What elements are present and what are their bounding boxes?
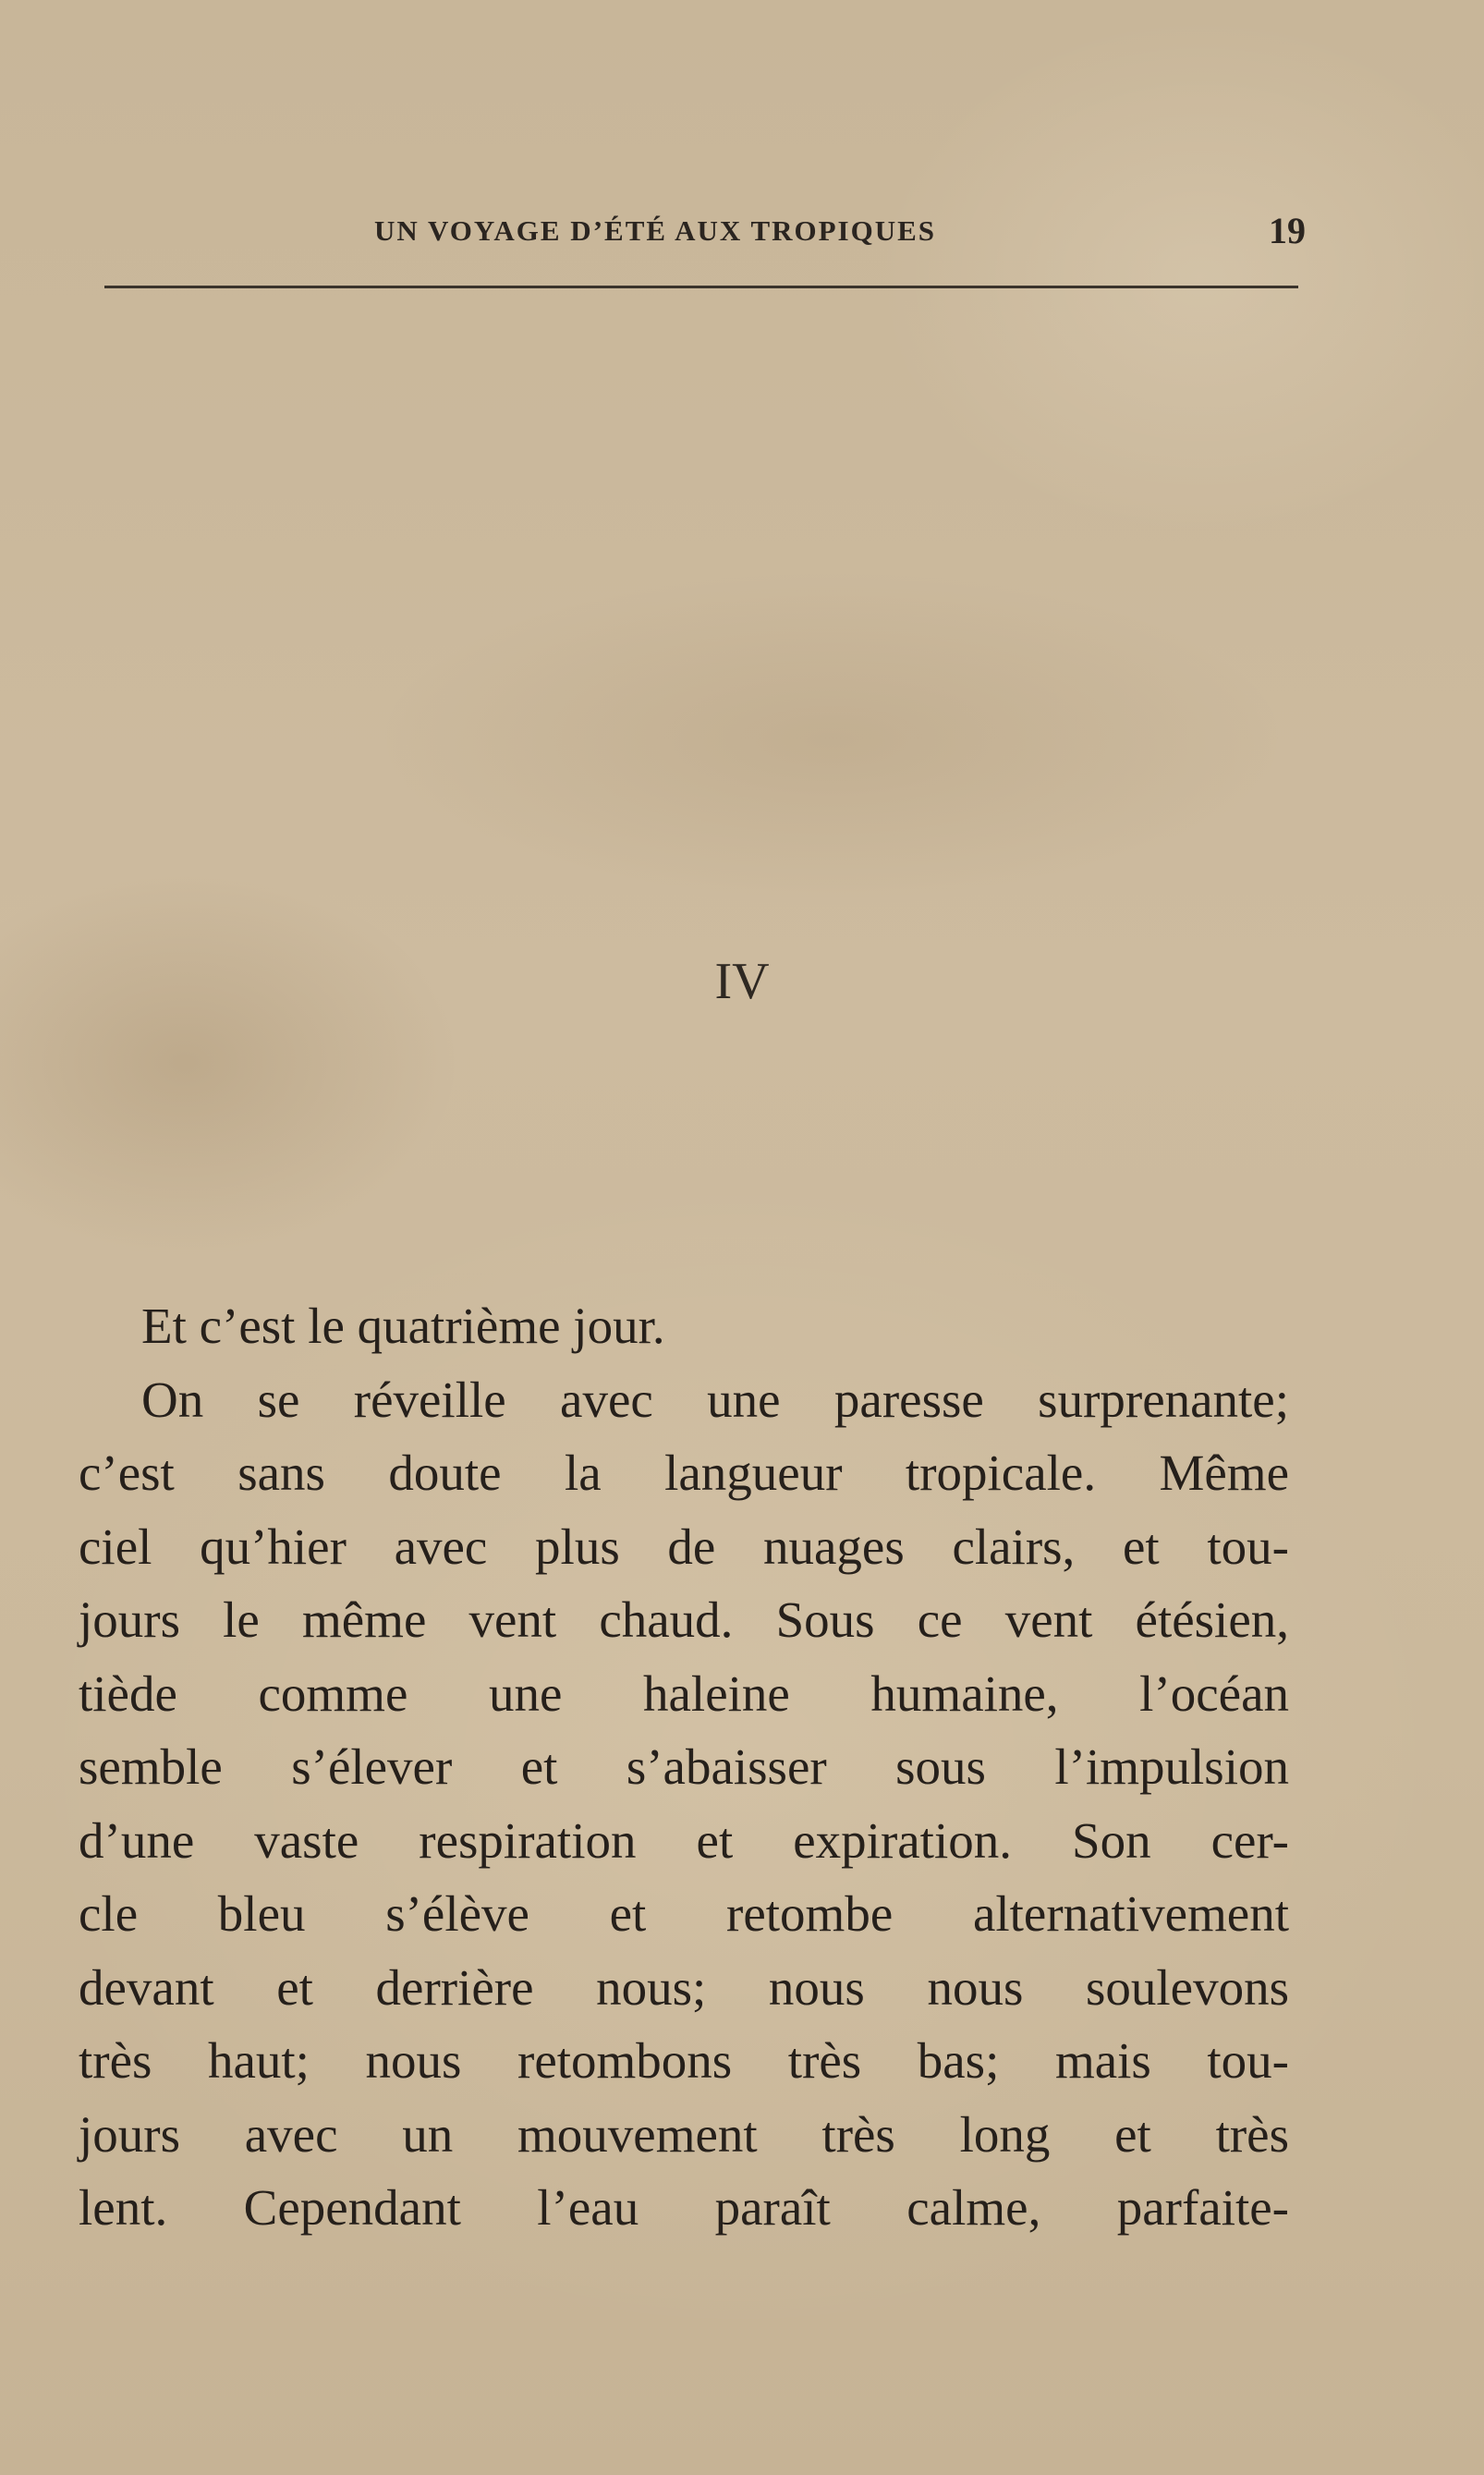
text-line: Et c’est le quatrième jour. <box>141 1298 665 1354</box>
text-line: d’une vaste respiration et expiration. Son cer- <box>79 1811 1289 1869</box>
text-line: lent. Cependant l’eau paraît calme, parfaite- <box>79 2179 1289 2236</box>
chapter-number: IV <box>714 953 770 1010</box>
text-line: jours avec un mouvement très long et très <box>79 2105 1289 2163</box>
running-title: UN VOYAGE D’ÉTÉ AUX TROPIQUES <box>374 214 937 247</box>
text-line: ciel qu’hier avec plus de nuages clairs, et tou- <box>79 1518 1289 1575</box>
text-line: On se réveille avec une paresse surprenante; <box>141 1371 1289 1428</box>
header-rule <box>104 286 1298 288</box>
text-line: semble s’élever et s’abaisser sous l’impulsion <box>79 1738 1289 1795</box>
text-line: cle bleu s’élève et retombe alternativement <box>79 1885 1289 1942</box>
text-line: tiède comme une haleine humaine, l’océan <box>79 1664 1289 1722</box>
text-line: jours le même vent chaud. Sous ce vent étésien, <box>79 1591 1289 1648</box>
text-line: c’est sans doute la langueur tropicale. Même <box>79 1445 1289 1501</box>
page-number: 19 <box>1269 210 1306 251</box>
text-line: très haut; nous retombons très bas; mais tou- <box>79 2032 1289 2089</box>
body-text <box>79 1289 1289 2245</box>
text-line: devant et derrière nous; nous nous soulevons <box>79 1958 1289 2016</box>
